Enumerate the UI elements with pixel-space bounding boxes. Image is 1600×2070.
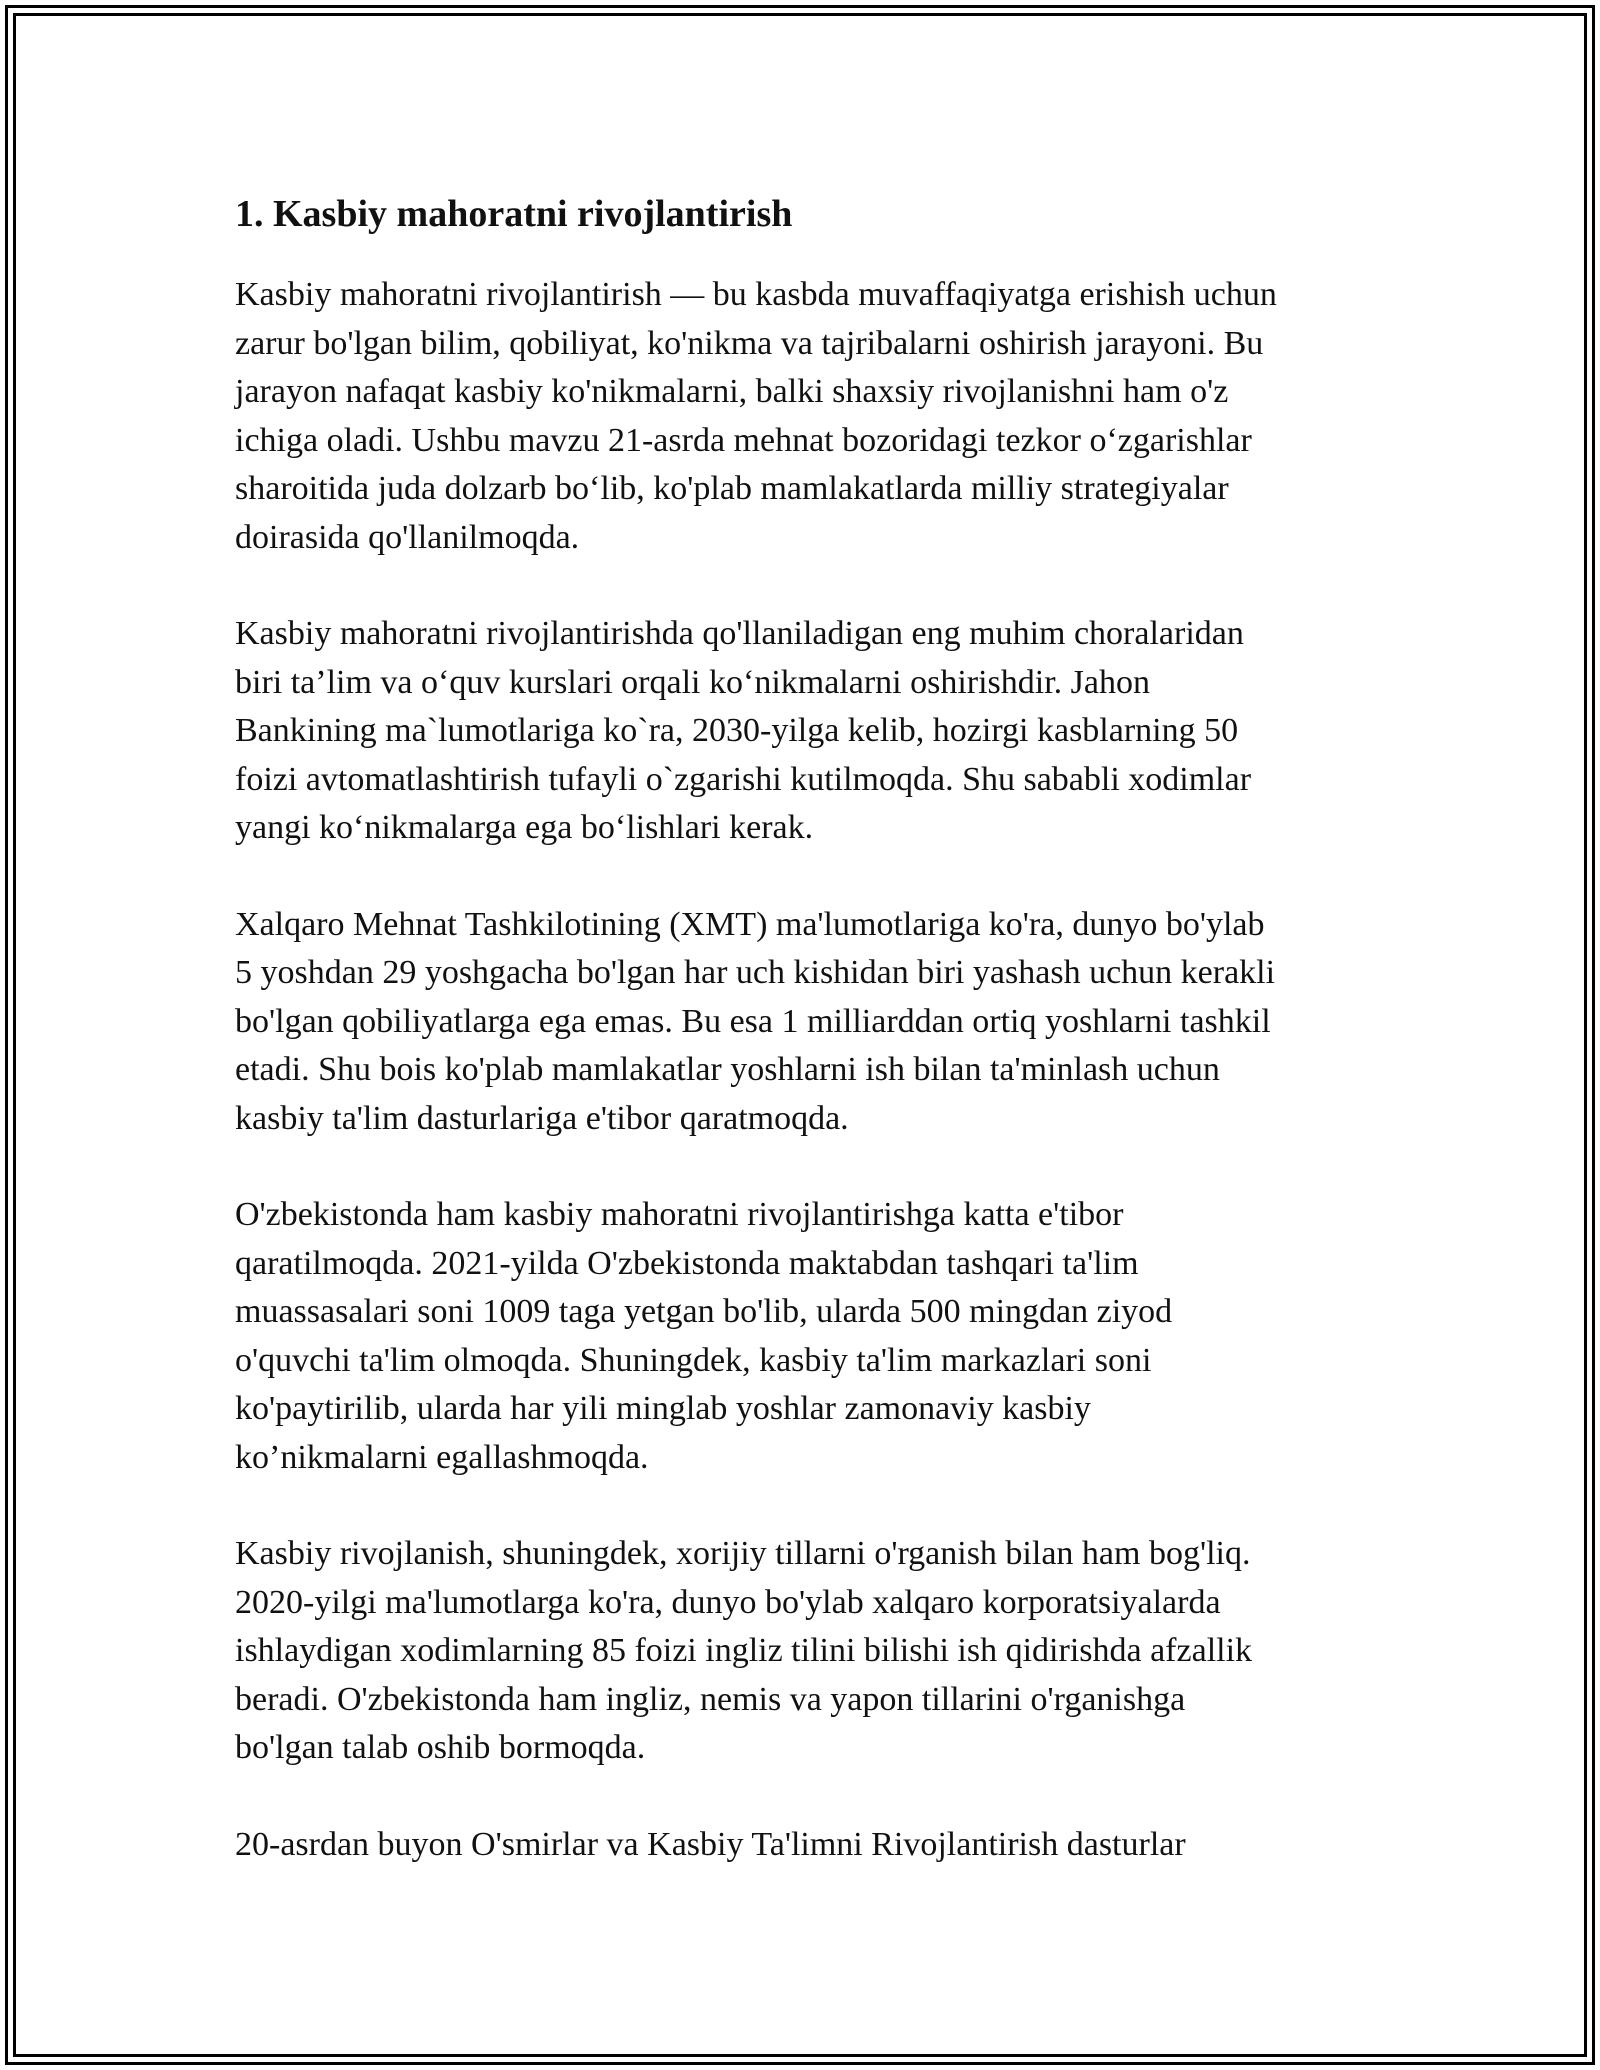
document-title: 1. Kasbiy mahoratni rivojlantirish bbox=[235, 193, 793, 235]
paragraph-uzbekistan: O'zbekistonda ham kasbiy mahoratni rivojlantirishga katta e'tibor qaratilmoqda. 2021-yilda O'zbekistonda maktabdan tashqari ta'lim muassasalari soni 1009 taga yetgan bo'lib, ularda 500 mingdan ziyod o'quvchi ta'lim olmoqda. Shuningdek, kasbiy ta'lim markazlari soni ko'paytirilib, ularda har yili minglab yoshlar zamonaviy kasbiy ko’nikmalarni egallashmoqda. bbox=[235, 1196, 1173, 1476]
paragraph-ilo: Xalqaro Mehnat Tashkilotining (XMT) ma'lumotlariga ko'ra, dunyo bo'ylab 5 yoshdan 29 yoshgacha bo'lgan har uch kishidan biri yashash uchun kerakli bo'lgan qobiliyatlarga ega emas. Bu esa 1 milliarddan ortiq yoshlarni tashkil etadi. Shu bois ko'plab mamlakatlar yoshlarni ish bilan ta'minlash uchun kasbiy ta'lim dasturlariga e'tibor qaratmoqda. bbox=[235, 905, 1276, 1137]
paragraph-programs: 20-asrdan buyon O'smirlar va Kasbiy Ta'limni Rivojlantirish dasturlar bbox=[235, 1825, 1186, 1863]
paragraph-intro: Kasbiy mahoratni rivojlantirish — bu kasbda muvaffaqiyatga erishish uchun zarur bo'lgan bilim, qobiliyat, ko'nikma va tajribalarni oshirish jarayoni. Bu jarayon nafaqat kasbiy ko'nikmalarni, balki shaxsiy rivojlanishni ham o'z ichiga oladi. Ushbu mavzu 21-asrda mehnat bozoridagi tezkor o‘zgarishlar sharoitida juda dolzarb bo‘lib, ko'plab mamlakatlarda milliy strategiyalar doirasida qo'llanilmoqda. bbox=[235, 276, 1277, 556]
paragraph-languages: Kasbiy rivojlanish, shuningdek, xorijiy tillarni o'rganish bilan ham bog'liq. 2020-yilgi ma'lumotlarga ko'ra, dunyo bo'ylab xalqaro korporatsiyalarda ishlaydigan xodimlarning 85 foizi ingliz tilini bilishi ish qidirishda afzallik beradi. O'zbekistonda ham ingliz, nemis va yapon tillarini o'rganishga bo'lgan talab oshib bormoqda. bbox=[235, 1535, 1253, 1766]
paragraph-training: Kasbiy mahoratni rivojlantirishda qo'llaniladigan eng muhim choralaridan biri ta’lim va o‘quv kurslari orqali ko‘nikmalarni oshirishdir. Jahon Bankining ma`lumotlariga ko`ra, 2030-yilga kelib, hozirgi kasblarning 50 foizi avtomatlashtirish tufayli o`zgarishi kutilmoqda. Shu sababli xodimlar yangi ko‘nikmalarga ega bo‘lishlari kerak. bbox=[235, 615, 1252, 846]
document-body bbox=[235, 185, 1385, 1917]
